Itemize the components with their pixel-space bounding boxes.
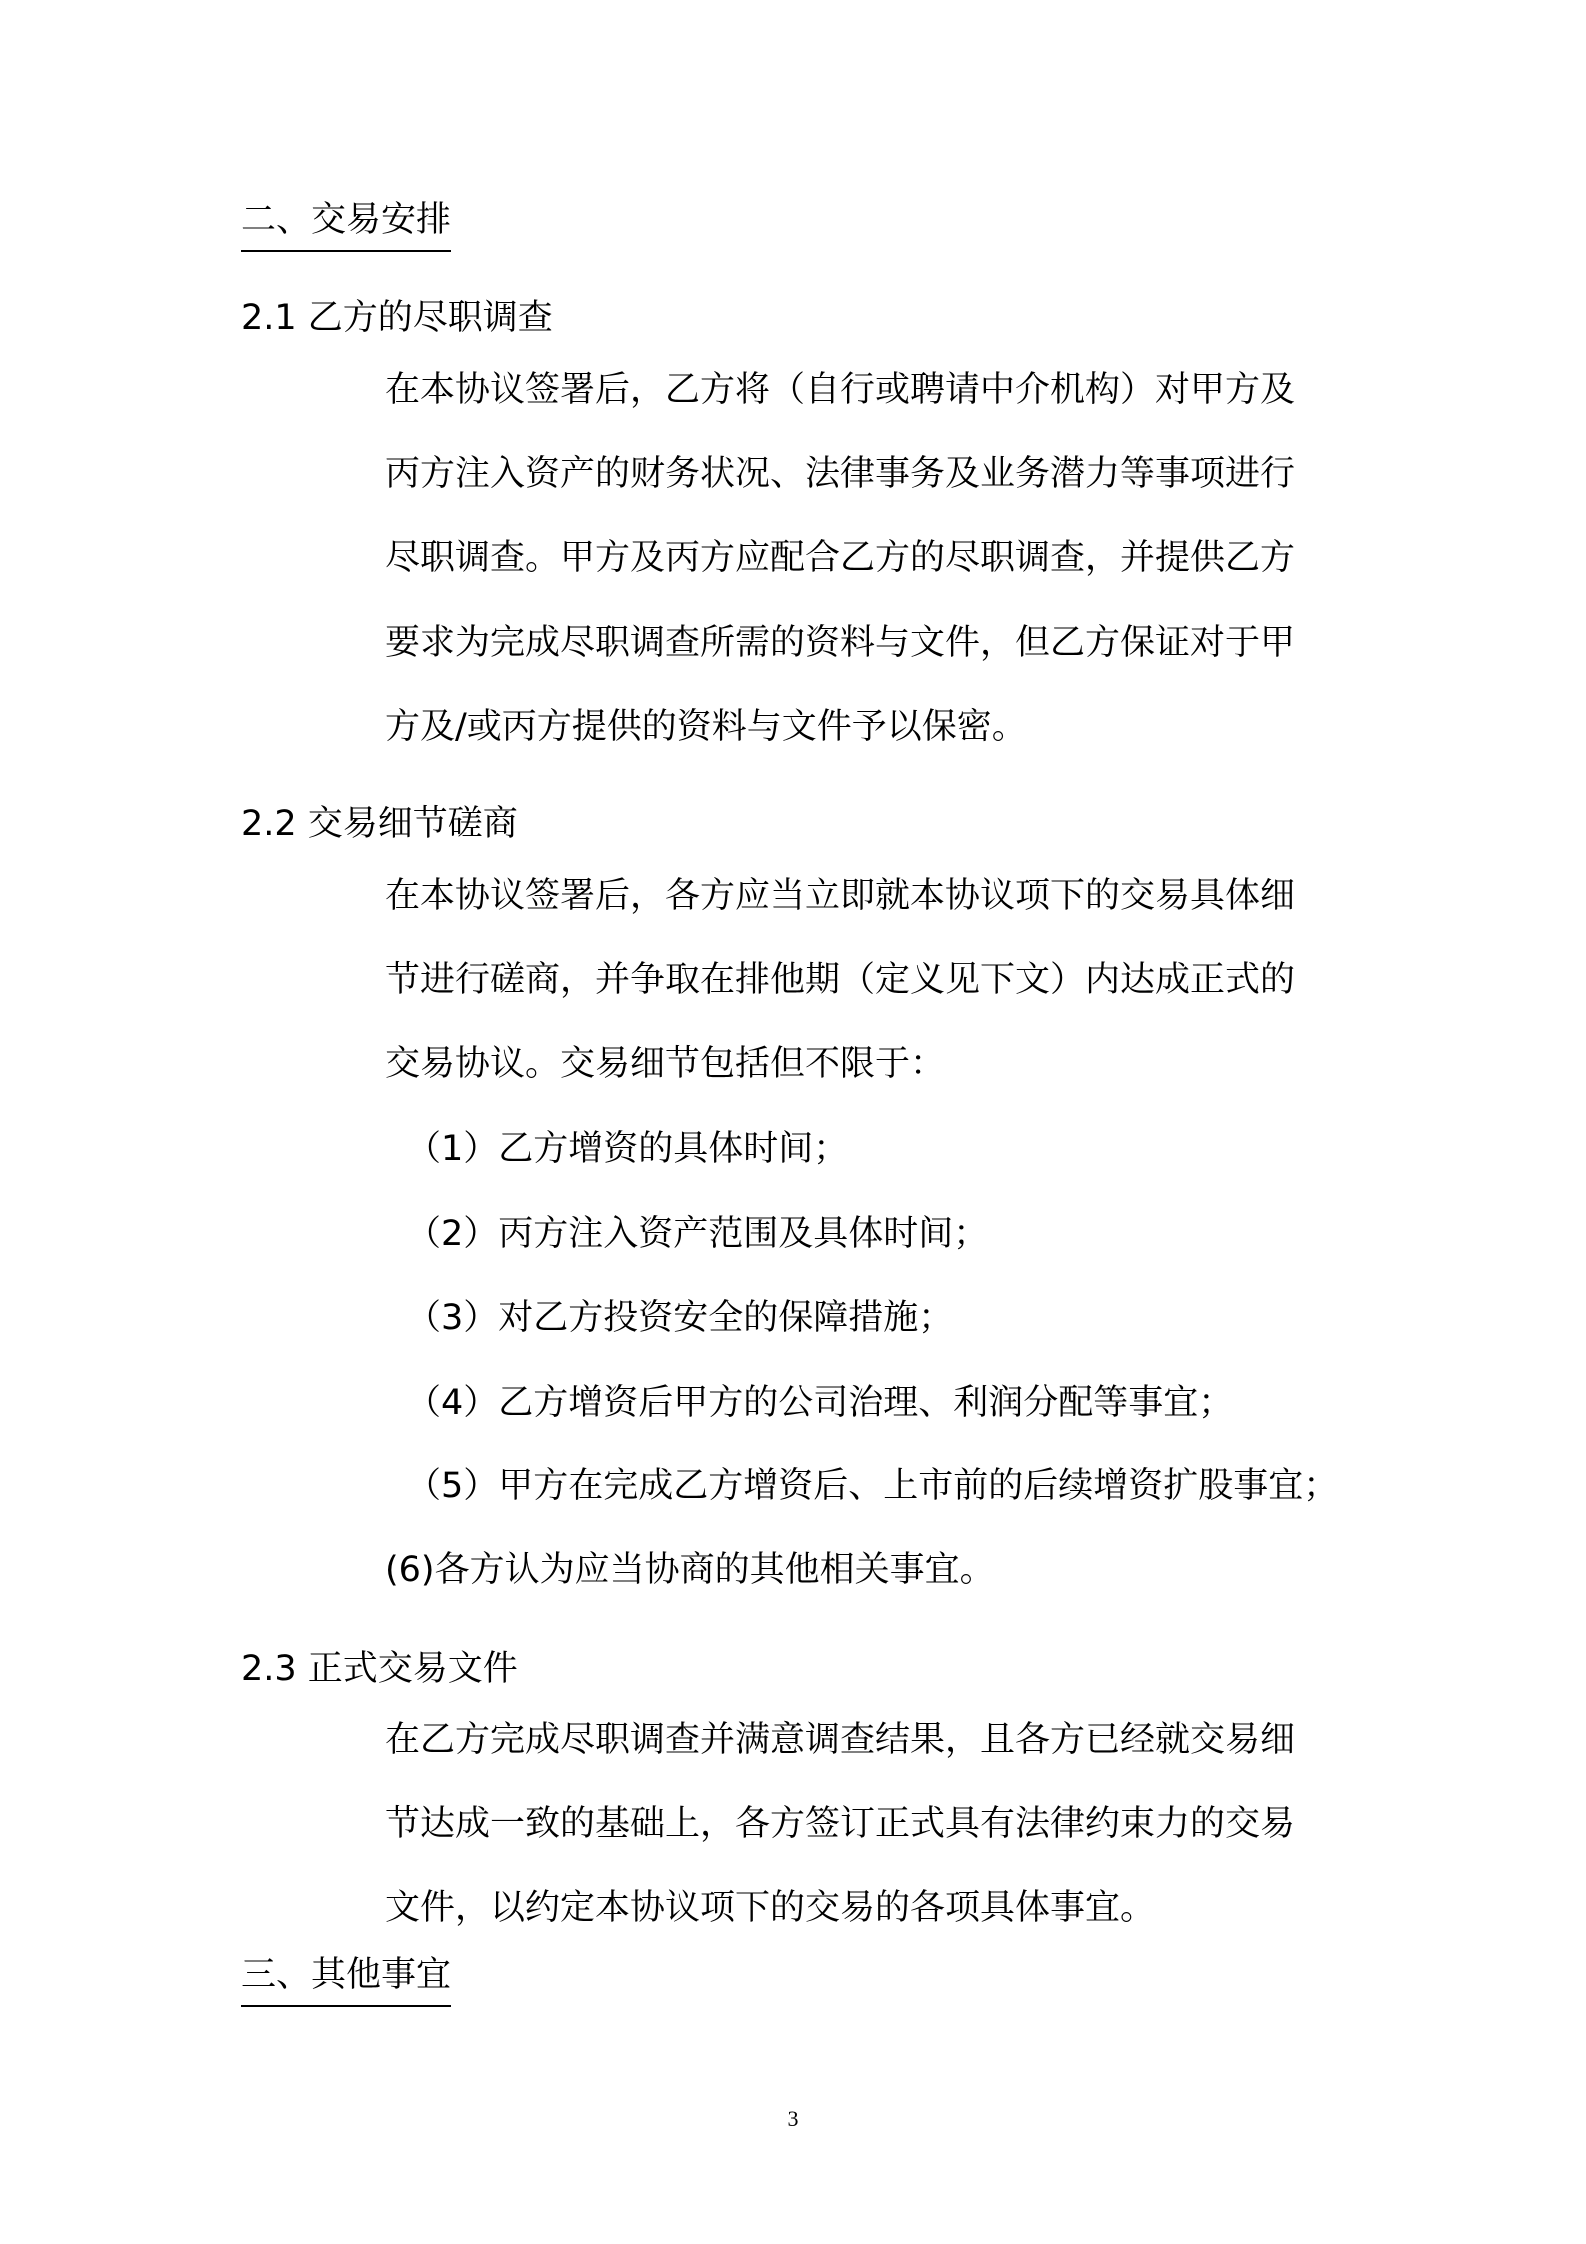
- section-3-heading: 三、其他事宜: [241, 1951, 451, 2007]
- section-2-1-line: 丙方注入资产的财务状况、法律事务及业务潜力等事项进行: [385, 454, 1296, 494]
- section-2-3-line: 文件，以约定本协议项下的交易的各项具体事宜。: [385, 1888, 1156, 1928]
- section-2-2-title: 2.2 交易细节磋商: [241, 804, 518, 844]
- section-2-3-line: 节达成一致的基础上，各方签订正式具有法律约束力的交易: [385, 1804, 1296, 1844]
- section-2-2-line: 在本协议签署后，各方应当立即就本协议项下的交易具体细: [385, 876, 1296, 916]
- section-2-3-title: 2.3 正式交易文件: [241, 1649, 518, 1689]
- list-item: (6)各方认为应当协商的其他相关事宜。: [385, 1550, 995, 1590]
- section-2-heading: 二、交易安排: [241, 196, 451, 252]
- section-2-2-line: 节进行磋商，并争取在排他期（定义见下文）内达成正式的: [385, 960, 1296, 1000]
- list-item: （5）甲方在完成乙方增资后、上市前的后续增资扩股事宜；: [406, 1466, 1339, 1506]
- section-2-3-line: 在乙方完成尽职调查并满意调查结果，且各方已经就交易细: [385, 1720, 1296, 1760]
- section-2-1-line: 要求为完成尽职调查所需的资料与文件，但乙方保证对于甲: [385, 623, 1296, 663]
- list-item: （2）丙方注入资产范围及具体时间；: [406, 1214, 989, 1254]
- section-2-1-line: 方及/或丙方提供的资料与文件予以保密。: [385, 707, 1027, 747]
- section-2-1-line: 在本协议签署后，乙方将（自行或聘请中介机构）对甲方及: [385, 370, 1296, 410]
- list-item: （4）乙方增资后甲方的公司治理、利润分配等事宜；: [406, 1383, 1234, 1423]
- list-item: （3）对乙方投资安全的保障措施；: [406, 1298, 954, 1338]
- section-2-2-line: 交易协议。交易细节包括但不限于：: [385, 1044, 946, 1084]
- page-number: 3: [787, 2106, 799, 2131]
- list-item: （1）乙方增资的具体时间；: [406, 1129, 849, 1169]
- section-2-1-line: 尽职调查。甲方及丙方应配合乙方的尽职调查，并提供乙方: [385, 538, 1296, 578]
- section-2-1-title: 2.1 乙方的尽职调查: [241, 298, 553, 338]
